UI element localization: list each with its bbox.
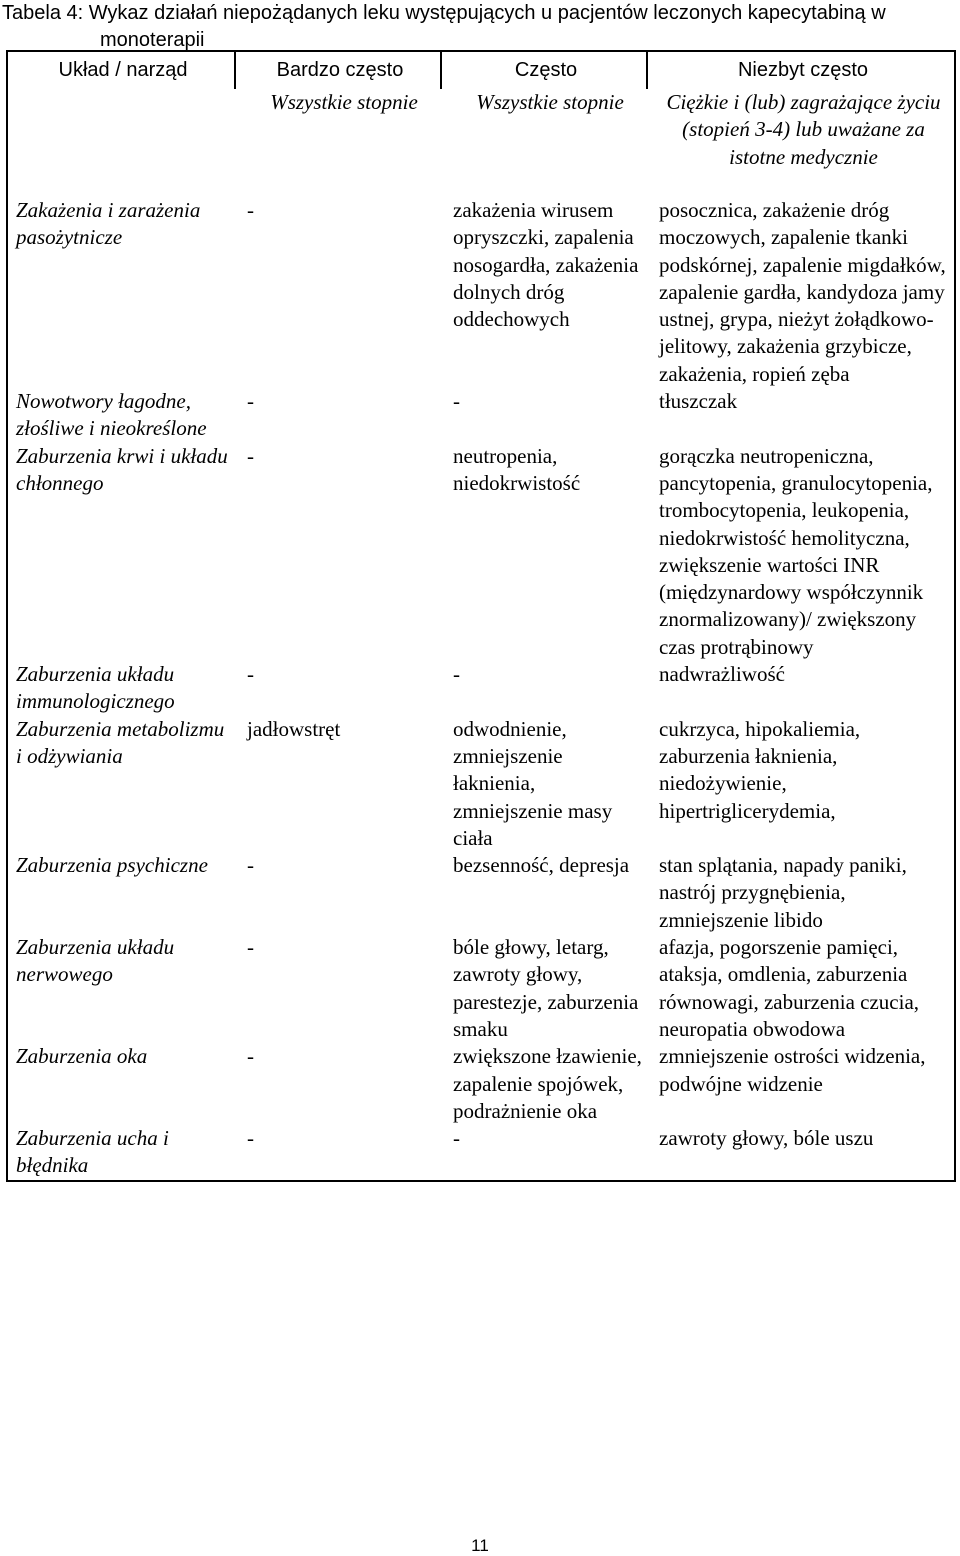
table-row bbox=[7, 716, 955, 852]
header-organ-system: Układ / narząd bbox=[7, 51, 235, 89]
subheader-row bbox=[7, 89, 955, 197]
row-common: zakażenia wirusem opryszczki, zapalenia nosogardła, zakażenia dolnych dróg oddechowych bbox=[453, 198, 639, 332]
row-uncommon: tłuszczak bbox=[647, 388, 955, 443]
page-number: 11 bbox=[471, 1536, 489, 1555]
table-row bbox=[7, 197, 955, 388]
header-row bbox=[7, 51, 955, 89]
row-organ-system: Zakażenia i zarażenia pasożytnicze bbox=[7, 197, 235, 388]
caption-line-1: Tabela 4: Wykaz działań niepożądanych leku występujących u pacjentów leczonych kapecytabiną w bbox=[2, 2, 886, 24]
table-row bbox=[7, 1125, 955, 1181]
row-organ-system: Zaburzenia oka bbox=[7, 1043, 235, 1125]
table-row bbox=[7, 934, 955, 1043]
row-uncommon: stan splątania, napady paniki, nastrój przygnębienia, zmniejszenie libido bbox=[647, 852, 955, 934]
row-common: bóle głowy, letarg, zawroty głowy, parestezje, zaburzenia smaku bbox=[453, 935, 639, 1041]
adverse-reactions-table bbox=[6, 50, 956, 1182]
row-very-common: - bbox=[247, 198, 254, 222]
row-common: odwodnienie, zmniejszenie łaknienia, zmniejszenie masy ciała bbox=[453, 716, 613, 850]
row-uncommon: posocznica, zakażenie dróg moczowych, zapalenie tkanki podskórnej, zapalenie migdałków, zapalenie gardła, kandydoza jamy ustnej, grypa, nieżyt żołądkowo-jelitowy, zakażenia grzybicze, zakażenia, ropień zęba bbox=[647, 197, 955, 388]
header-common: Często bbox=[441, 51, 647, 89]
row-organ-system: Zaburzenia układu nerwowego bbox=[7, 934, 235, 1043]
row-organ-system: Nowotwory łagodne, złośliwe i nieokreślone bbox=[7, 388, 235, 443]
row-organ-system: Zaburzenia psychiczne bbox=[7, 852, 235, 934]
row-common: bezsenność, depresja bbox=[453, 853, 630, 878]
row-uncommon: gorączka neutropeniczna, pancytopenia, granulocytopenia, trombocytopenia, leukopenia, niedokrwistość hemolityczna, zwiększenie wartości INR (międzynardowy współczynnik znormalizowany)/ zwiększony czas protrąbinowy bbox=[647, 443, 955, 661]
row-uncommon: zawroty głowy, bóle uszu bbox=[647, 1125, 955, 1181]
row-organ-system: Zaburzenia krwi i układu chłonnego bbox=[7, 443, 235, 661]
table-row bbox=[7, 661, 955, 716]
subheader-uncommon: Ciężkie i (lub) zagrażające życiu (stopień 3-4) lub uważane za istotne medycznie bbox=[647, 89, 955, 197]
row-common: - bbox=[453, 389, 460, 414]
row-very-common: - bbox=[247, 935, 254, 960]
header-very-common: Bardzo często bbox=[235, 51, 441, 89]
row-uncommon: nadwrażliwość bbox=[647, 661, 955, 716]
row-common: neutropenia, niedokrwistość bbox=[453, 443, 581, 495]
row-organ-system: Zaburzenia ucha i błędnika bbox=[7, 1125, 235, 1181]
row-common: - bbox=[453, 662, 460, 687]
subheader-organ-system bbox=[7, 89, 235, 197]
row-very-common: jadłowstręt bbox=[247, 716, 341, 741]
table-row bbox=[7, 852, 955, 934]
row-common: zwiększone łzawienie, zapalenie spojówek, podrażnienie oka bbox=[453, 1044, 642, 1123]
row-very-common: - bbox=[247, 662, 254, 687]
table-caption bbox=[0, 0, 960, 54]
table-row bbox=[7, 443, 955, 661]
row-uncommon: zmniejszenie ostrości widzenia, podwójne widzenie bbox=[647, 1043, 955, 1125]
row-very-common: - bbox=[235, 1125, 441, 1181]
row-common: - bbox=[441, 1125, 647, 1181]
row-very-common: - bbox=[247, 1044, 254, 1069]
row-organ-system: Zaburzenia metabolizmu i odżywiania bbox=[7, 716, 235, 852]
subheader-common: Wszystkie stopnie bbox=[476, 90, 624, 114]
row-very-common: - bbox=[247, 389, 254, 414]
row-very-common: - bbox=[247, 443, 254, 468]
caption-line-2: monoterapii bbox=[100, 29, 205, 51]
row-organ-system: Zaburzenia układu immunologicznego bbox=[7, 661, 235, 716]
subheader-very-common: Wszystkie stopnie bbox=[270, 90, 418, 114]
row-uncommon: cukrzyca, hipokaliemia, zaburzenia łaknienia, niedożywienie, hipertriglicerydemia, bbox=[647, 716, 955, 852]
header-uncommon: Niezbyt często bbox=[647, 51, 955, 89]
row-uncommon: afazja, pogorszenie pamięci, ataksja, omdlenia, zaburzenia równowagi, zaburzenia czucia, neuropatia obwodowa bbox=[647, 934, 955, 1043]
row-very-common: - bbox=[247, 853, 254, 878]
table-row bbox=[7, 388, 955, 443]
table-row bbox=[7, 1043, 955, 1125]
